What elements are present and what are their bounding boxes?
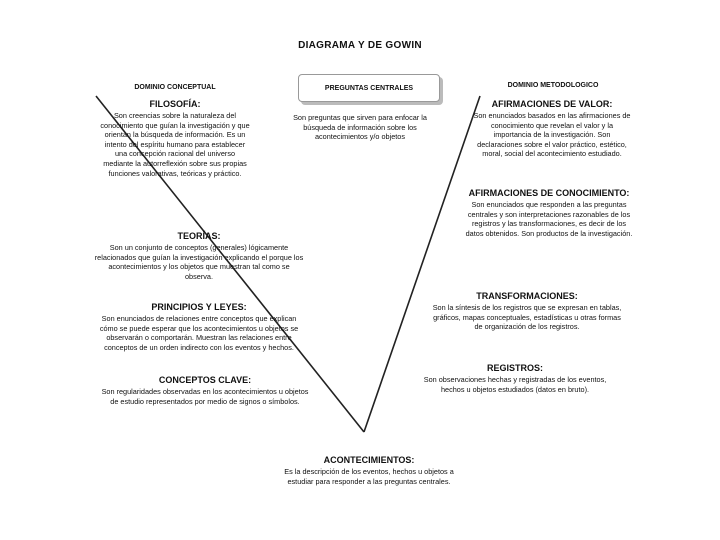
conceptual-domain-header: DOMINIO CONCEPTUAL: [134, 84, 216, 91]
theories-section: [94, 231, 304, 281]
section-text: Son la síntesis de los registros que se expresan en tablas, gráficos, mapas conceptuales, estadísticas u otras formas de organización de los registros.: [432, 303, 622, 332]
section-text: Es la descripción de los eventos, hechos u objetos a estudiar para responder a las preguntas centrales.: [284, 467, 454, 486]
central-questions-header: PREGUNTAS CENTRALES: [324, 85, 414, 92]
records-section: [415, 363, 615, 394]
principles-laws-section: [94, 302, 304, 352]
philosophy-section: [100, 99, 250, 178]
knowledge-claims-section: [464, 188, 634, 238]
section-title: TEORÍAS:: [177, 231, 221, 241]
events-section: [284, 455, 454, 486]
methodological-domain-header: DOMINIO METODOLOGICO: [507, 82, 599, 89]
section-title: REGISTROS:: [486, 363, 543, 373]
section-text: Son observaciones hechas y registradas de los eventos, hechos u objetos estudiados (datos en bruto).: [423, 375, 607, 394]
section-title: AFIRMACIONES DE CONOCIMIENTO:: [468, 188, 630, 198]
diagram-title: DIAGRAMA Y DE GOWIN: [298, 40, 422, 51]
section-text: Son un conjunto de conceptos (generales) lógicamente relacionados que guían la investigación explicando el porque los acontecimientos y los objetos que muestran tal como se observa.: [94, 243, 304, 281]
value-claims-section: [472, 99, 632, 159]
central-questions-box: [298, 74, 440, 102]
section-title: CONCEPTOS CLAVE:: [158, 375, 252, 385]
transformations-section: [432, 291, 622, 332]
section-text: Son enunciados basados en las afirmaciones de conocimiento que revelan el valor y la importancia de la investigación. Son declaraciones sobre el valor práctico, estético, moral, social del acontecimiento estudiado.: [473, 111, 631, 159]
section-title: AFIRMACIONES DE VALOR:: [491, 99, 613, 109]
section-text: Son creencias sobre la naturaleza del conocimiento que guían la investigación y que orientan la búsqueda de información. Es un intento del espíritu humano para establecer una concepción racional del universo mediante la autorreflexión sobre sus propias funciones valorativas, teóricas y práctico.: [100, 111, 250, 178]
central-questions-text: Son preguntas que sirven para enfocar la búsqueda de información sobre los acontecimientos y/o objetos: [293, 113, 427, 142]
section-title: FILOSOFÍA:: [149, 99, 201, 109]
section-text: Son enunciados de relaciones entre conceptos que explican cómo se puede esperar que los acontecimientos u objetos se observarán o comportarán. Muestran las relaciones entre conceptos de un orden indirecto con los eventos y hechos.: [99, 314, 299, 352]
section-text: Son enunciados que responden a las preguntas centrales y son interpretaciones razonables de los registros y las transformaciones, es decir de los datos obtenidos. Son productos de la investigación.: [465, 200, 633, 238]
section-title: TRANSFORMACIONES:: [476, 291, 578, 301]
key-concepts-section: [100, 375, 310, 406]
section-text: Son regularidades observadas en los acontecimientos u objetos de estudio representados por medio de signos o símbolos.: [101, 387, 309, 406]
section-title: PRINCIPIOS Y LEYES:: [151, 302, 247, 312]
section-title: ACONTECIMIENTOS:: [323, 455, 415, 465]
